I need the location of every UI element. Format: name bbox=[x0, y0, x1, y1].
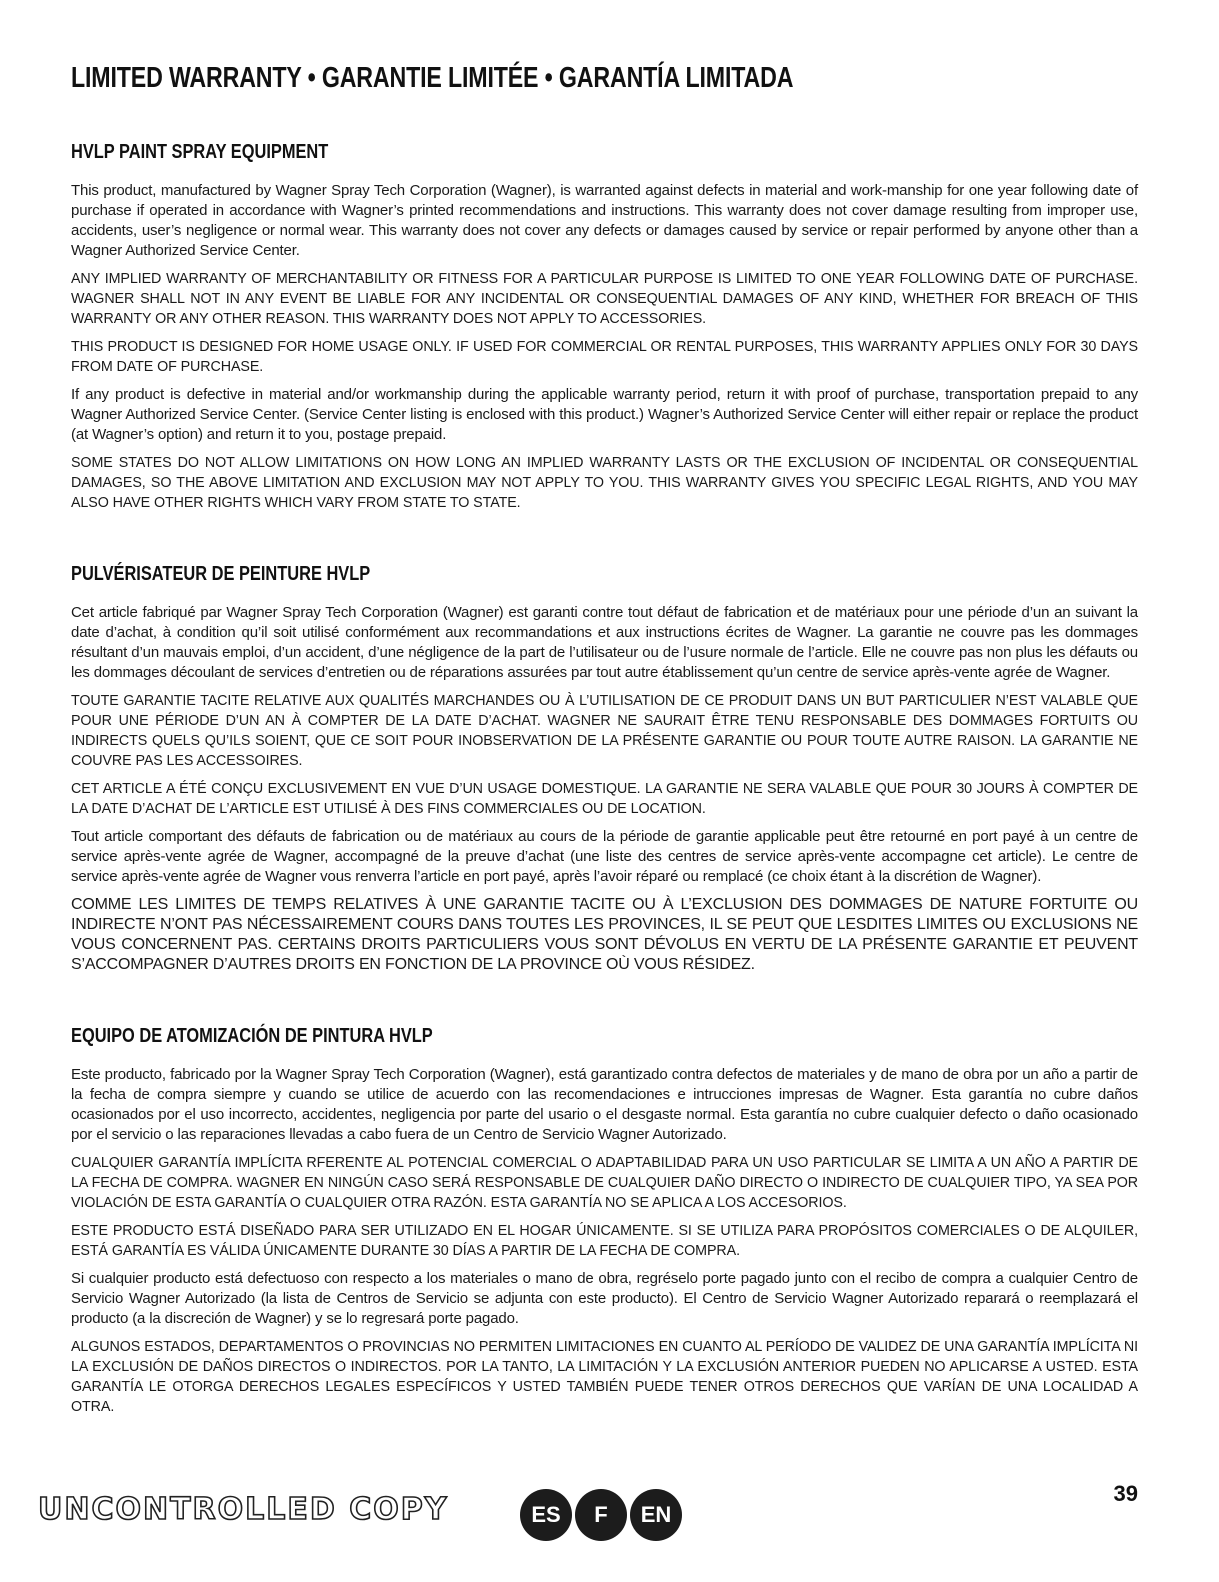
page-title: LIMITED WARRANTY • GARANTIE LIMITÉE • GARANTÍA LIMITADA bbox=[71, 62, 794, 94]
paragraph: SOME STATES DO NOT ALLOW LIMITATIONS ON HOW LONG AN IMPLIED WARRANTY LASTS OR THE EXCLUSION OF INCIDENTAL OR CONSEQUENTIAL DAMAGES, SO THE ABOVE LIMITATION AND EXCLUSION MAY NOT APPLY TO YOU. THIS WARRANTY GIVES YOU SPECIFIC LEGAL RIGHTS, AND YOU MAY ALSO HAVE OTHER RIGHTS WHICH VARY FROM STATE TO STATE. bbox=[71, 455, 1138, 511]
language-badge-es: ES bbox=[520, 1489, 572, 1541]
section-spanish bbox=[71, 1025, 1138, 1417]
uncontrolled-copy-stamp: UNCONTROLLED COPY bbox=[38, 1492, 449, 1527]
section-heading: HVLP PAINT SPRAY EQUIPMENT bbox=[71, 141, 329, 163]
language-badge-f: F bbox=[575, 1489, 627, 1541]
paragraph: Si cualquier producto está defectuoso con respecto a los materiales o mano de obra, regréselo porte pagado junto con el recibo de compra a cualquier Centro de Servicio Wagner Autorizado (la lista de Centros de Servicio se adjunta con este producto). El Centro de Servicio Wagner Autorizado reparará o reemplazará el producto (a la discreción de Wagner) y se lo regresará porte pagado. bbox=[71, 1270, 1138, 1327]
paragraph: CUALQUIER GARANTÍA IMPLÍCITA RFERENTE AL POTENCIAL COMERCIAL O ADAPTABILIDAD PARA UN USO PARTICULAR SE LIMITA A UN AÑO A PARTIR DE LA FECHA DE COMPRA. WAGNER EN NINGÚN CASO SERÁ RESPONSABLE DE CUALQUIER DAÑO DIRECTO O INDIRECTO DE CUALQUIER TIPO, YA SEA POR VIOLACIÓN DE ESTA GARANTÍA O CUALQUIER OTRA RAZÓN. ESTA GARANTÍA NO SE APLICA A LOS ACCESORIOS. bbox=[71, 1155, 1138, 1211]
paragraph: ALGUNOS ESTADOS, DEPARTAMENTOS O PROVINCIAS NO PERMITEN LIMITACIONES EN CUANTO AL PERÍODO DE VALIDEZ DE UNA GARANTÍA IMPLÍCITA NI LA EXCLUSIÓN DE DAÑOS DIRECTOS O INDIRECTOS. POR LA TANTO, LA LIMITACIÓN Y LA EXCLUSIÓN ANTERIOR PUEDEN NO APLICARSE A USTED. ESTA GARANTÍA LE OTORGA DERECHOS LEGALES ESPECÍFICOS Y USTED TAMBIÉN PUEDE TENER OTROS DERECHOS QUE VARÍAN DE UNA LOCALIDAD A OTRA. bbox=[71, 1339, 1138, 1415]
paragraph: CET ARTICLE A ÉTÉ CONÇU EXCLUSIVEMENT EN VUE D’UN USAGE DOMESTIQUE. LA GARANTIE NE SERA VALABLE QUE POUR 30 JOURS À COMPTER DE LA DATE D’ACHAT DE L’ARTICLE EST UTILISÉ À DES FINS COMMERCIALES OU DE LOCATION. bbox=[71, 781, 1138, 817]
language-badge-en: EN bbox=[630, 1489, 682, 1541]
paragraph: THIS PRODUCT IS DESIGNED FOR HOME USAGE ONLY. IF USED FOR COMMERCIAL OR RENTAL PURPOSES, THIS WARRANTY APPLIES ONLY FOR 30 DAYS FROM DATE OF PURCHASE. bbox=[71, 339, 1138, 375]
paragraph: Este producto, fabricado por la Wagner Spray Tech Corporation (Wagner), está garantizado contra defectos de materiales y de mano de obra por un año a partir de la fecha de compra siempre y cuando se utilice de acuerdo con las recomendaciones e intrucciones impresas de Wagner. Esta garantía no cubre daños ocasionados por el uso incorrecto, accidentes, negligencia por parte del usario o el desgaste normal. Esta garantía no cubre cualquier defecto o daño ocasionado por el servicio o las reparaciones llevadas a cabo fuera de un Centro de Servicio Wagner Autorizado. bbox=[71, 1066, 1138, 1143]
paragraph: Tout article comportant des défauts de fabrication ou de matériaux au cours de la période de garantie applicable peut être retourné en port payé à un centre de service après-vente agrée de Wagner, accompagné de la preuve d’achat (une liste des centres de service après-vente accompagne cet article). Le centre de service après-vente agrée de Wagner vous renverra l’article en port payé, après l’avoir réparé ou remplacé (ce choix étant à la discrétion de Wagner). bbox=[71, 828, 1138, 885]
paragraph: ESTE PRODUCTO ESTÁ DISEÑADO PARA SER UTILIZADO EN EL HOGAR ÚNICAMENTE. SI SE UTILIZA PARA PROPÓSITOS COMERCIALES O DE ALQUILER, ESTÁ GARANTÍA ES VÁLIDA ÚNICAMENTE DURANTE 30 DÍAS A PARTIR DE LA FECHA DE COMPRA. bbox=[71, 1223, 1138, 1259]
warranty-page bbox=[71, 62, 1138, 1467]
section-english bbox=[71, 141, 1138, 513]
language-badges bbox=[520, 1489, 682, 1541]
paragraph: This product, manufactured by Wagner Spray Tech Corporation (Wagner), is warranted against defects in material and work-manship for one year following date of purchase if operated in accordance with Wagner’s printed recommendations and instructions. This warranty does not cover damage resulting from improper use, accidents, user’s negligence or normal wear. This warranty does not cover any defects or damages caused by service or repair performed by anyone other than a Wagner Authorized Service Center. bbox=[71, 182, 1138, 259]
paragraph: TOUTE GARANTIE TACITE RELATIVE AUX QUALITÉS MARCHANDES OU À L’UTILISATION DE CE PRODUIT DANS UN BUT PARTICULIER N’EST VALABLE QUE POUR UNE PÉRIODE D’UN AN À COMPTER DE LA DATE D’ACHAT. WAGNER NE SAURAIT ÊTRE TENU RESPONSABLE DES DOMMAGES FORTUITS OU INDIRECTS QUELS QU’ILS SOIENT, QUE CE SOIT POUR INOBSERVATION DE LA PRÉSENTE GARANTIE OU POUR TOUTE AUTRE RAISON. LA GARANTIE NE COUVRE PAS LES ACCESSOIRES. bbox=[71, 693, 1138, 769]
section-french bbox=[71, 563, 1138, 975]
paragraph: ANY IMPLIED WARRANTY OF MERCHANTABILITY OR FITNESS FOR A PARTICULAR PURPOSE IS LIMITED TO ONE YEAR FOLLOWING DATE OF PURCHASE. WAGNER SHALL NOT IN ANY EVENT BE LIABLE FOR ANY INCIDENTAL OR CONSEQUENTIAL DAMAGES OF ANY KIND, WHETHER FOR BREACH OF THIS WARRANTY OR ANY OTHER REASON. THIS WARRANTY DOES NOT APPLY TO ACCESSORIES. bbox=[71, 271, 1138, 327]
section-heading: PULVÉRISATEUR DE PEINTURE HVLP bbox=[71, 563, 371, 585]
paragraph: If any product is defective in material and/or workmanship during the applicable warranty period, return it with proof of purchase, transportation prepaid to any Wagner Authorized Service Center. (Service Center listing is enclosed with this product.) Wagner’s Authorized Service Center will either repair or replace the product (at Wagner’s option) and return it to you, postage prepaid. bbox=[71, 386, 1138, 443]
page-number: 39 bbox=[1113, 1481, 1138, 1506]
section-heading: EQUIPO DE ATOMIZACIÓN DE PINTURA HVLP bbox=[71, 1025, 433, 1047]
paragraph: COMME LES LIMITES DE TEMPS RELATIVES À UNE GARANTIE TACITE OU À L’EXCLUSION DES DOMMAGES DE NATURE FORTUITE OU INDIRECTE N’ONT PAS NÉCESSAIREMENT COURS DANS TOUTES LES PROVINCES, IL SE PEUT QUE LESDITES LIMITES OU EXCLUSIONS NE VOUS CONCERNENT PAS. CERTAINS DROITS PARTICULIERS VOUS SONT DÉVOLUS EN VERTU DE LA PRÉSENTE GARANTIE ET PEUVENT S’ACCOMPAGNER D’AUTRES DROITS EN FONCTION DE LA PROVINCE OÙ VOUS RÉSIDEZ. bbox=[71, 896, 1138, 973]
paragraph: Cet article fabriqué par Wagner Spray Tech Corporation (Wagner) est garanti contre tout défaut de fabrication et de matériaux pour une période d’un an suivant la date d’achat, à condition qu’il soit utilisé conformément aux recommandations et aux instructions écrites de Wagner. La garantie ne couvre pas les dommages résultant d’un mauvais emploi, d’un accident, d’une négligence de la part de l’utilisateur ou de l’usure normale de l’article. Elle ne couvre pas non plus les défauts ou les dommages découlant de services d’entretien ou de réparations assurées par tout autre établissement qu’un centre de service après-vente agrée de Wagner. bbox=[71, 604, 1138, 681]
